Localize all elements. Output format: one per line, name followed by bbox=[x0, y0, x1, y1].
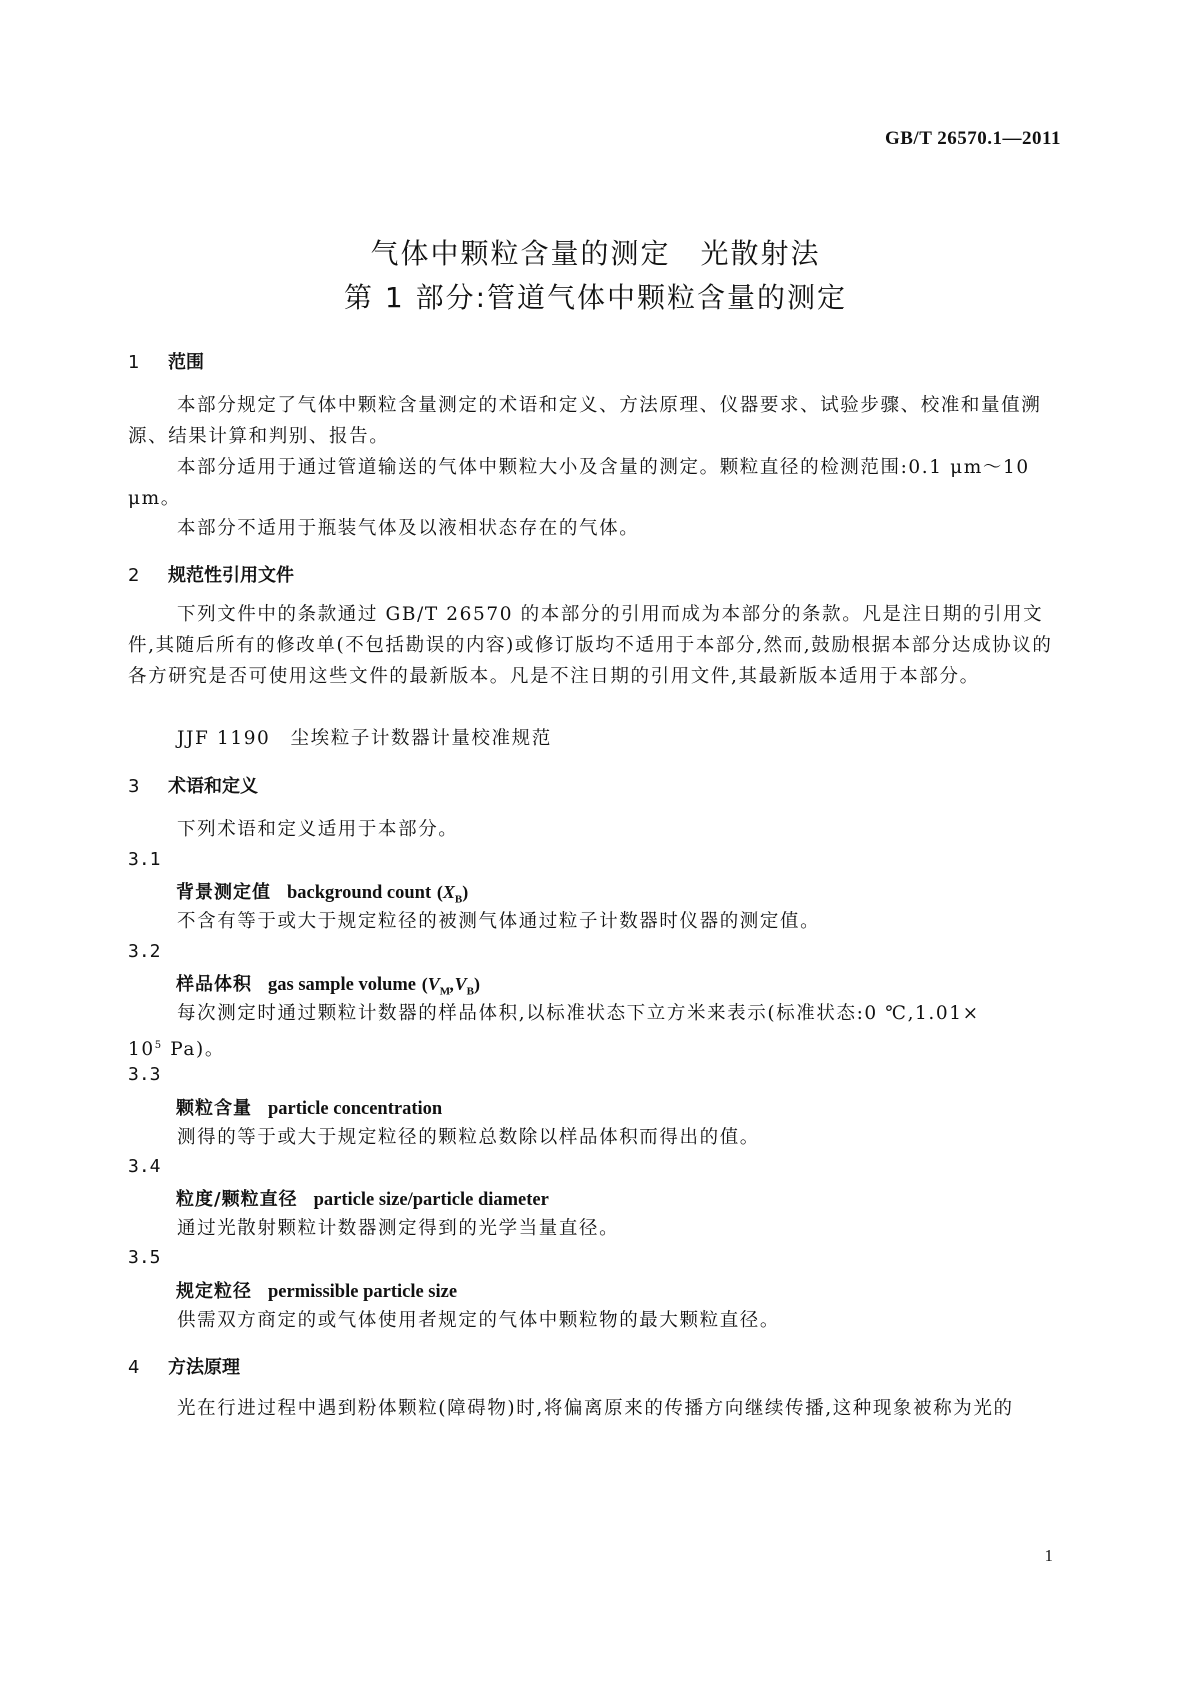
section-title: 术语和定义 bbox=[168, 776, 258, 797]
term-chinese: 样品体积 bbox=[176, 974, 252, 995]
term-english: gas sample volume bbox=[268, 975, 416, 995]
section-number: 1 bbox=[128, 352, 140, 373]
term-symbol: $(V_M,V_B)$ bbox=[421, 974, 480, 998]
term-definition: 测得的等于或大于规定粒径的颗粒总数除以样品体积而得出的值。 bbox=[177, 1127, 760, 1148]
term-heading bbox=[176, 878, 468, 906]
term-number: 3.5 bbox=[128, 1247, 161, 1268]
term-chinese: 背景测定值 bbox=[176, 882, 271, 903]
term-english: particle size/particle diameter bbox=[313, 1190, 549, 1210]
section-1-paragraph-1: 本部分规定了气体中颗粒含量测定的术语和定义、方法原理、仪器要求、试验步骤、校准和量值溯源、结果计算和判别、报告。 bbox=[128, 395, 1042, 447]
term-number: 3.2 bbox=[128, 941, 161, 962]
term-definition: 不含有等于或大于规定粒径的被测气体通过粒子计数器时仪器的测定值。 bbox=[177, 911, 821, 932]
term-english: permissible particle size bbox=[268, 1282, 458, 1302]
term-english: particle concentration bbox=[268, 1099, 443, 1119]
section-number: 4 bbox=[128, 1357, 140, 1378]
normative-reference-item: JJF 1190 尘埃粒子计数器计量校准规范 bbox=[177, 728, 552, 749]
term-heading bbox=[176, 1277, 457, 1303]
term-definition: 供需双方商定的或气体使用者规定的气体中颗粒物的最大颗粒直径。 bbox=[177, 1310, 781, 1331]
term-heading bbox=[176, 1185, 549, 1211]
document-title-line2: 第 1 部分:管道气体中颗粒含量的测定 bbox=[343, 281, 848, 314]
section-title: 范围 bbox=[168, 352, 204, 373]
term-chinese: 颗粒含量 bbox=[176, 1098, 252, 1119]
section-1-heading bbox=[128, 348, 204, 374]
term-definition: 通过光散射颗粒计数器测定得到的光学当量直径。 bbox=[177, 1218, 620, 1239]
term-chinese: 规定粒径 bbox=[176, 1281, 252, 1302]
section-title: 规范性引用文件 bbox=[168, 565, 294, 586]
term-definition: 每次测定时通过颗粒计数器的样品体积,以标准状态下立方米来表示(标准状态:0 ℃,1.01× bbox=[177, 1003, 980, 1024]
section-3-heading bbox=[128, 772, 258, 798]
section-2-heading bbox=[128, 561, 294, 587]
term-heading bbox=[176, 1094, 442, 1120]
term-symbol: $(X_B)$ bbox=[436, 882, 469, 906]
section-1-paragraph-3: 本部分不适用于瓶装气体及以液相状态存在的气体。 bbox=[177, 518, 640, 539]
term-number: 3.1 bbox=[128, 849, 161, 870]
section-number: 3 bbox=[128, 776, 140, 797]
section-title: 方法原理 bbox=[168, 1357, 240, 1378]
page-number: 1 bbox=[1044, 1546, 1053, 1565]
term-definition-continuation: $10^5$ Pa)。 bbox=[128, 1039, 225, 1061]
section-3-intro: 下列术语和定义适用于本部分。 bbox=[177, 819, 459, 840]
section-1-paragraph-2: 本部分适用于通过管道输送的气体中颗粒大小及含量的测定。颗粒直径的检测范围:0.1 μm～10 μm。 bbox=[128, 457, 1030, 509]
section-2-paragraph-1: 下列文件中的条款通过 GB/T 26570 的本部分的引用而成为本部分的条款。凡是注日期的引用文件,其随后所有的修改单(不包括勘误的内容)或修订版均不适用于本部分,然而,鼓励根据本部分达成协议的各方研究是否可使用这些文件的最新版本。凡是不注日期的引用文件,其最新版本适用于本部分。 bbox=[128, 604, 1053, 687]
term-chinese: 粒度/颗粒直径 bbox=[176, 1189, 298, 1210]
section-4-heading bbox=[128, 1353, 240, 1379]
term-heading bbox=[176, 970, 480, 998]
term-number: 3.4 bbox=[128, 1156, 161, 1177]
term-number: 3.3 bbox=[128, 1064, 161, 1085]
section-4-paragraph-1: 光在行进过程中遇到粉体颗粒(障碍物)时,将偏离原来的传播方向继续传播,这种现象被称为光的 bbox=[177, 1398, 1014, 1419]
section-number: 2 bbox=[128, 565, 140, 586]
document-title-line1: 气体中颗粒含量的测定 光散射法 bbox=[370, 237, 821, 270]
term-english: background count bbox=[287, 883, 432, 903]
standard-number: GB/T 26570.1—2011 bbox=[884, 128, 1061, 149]
